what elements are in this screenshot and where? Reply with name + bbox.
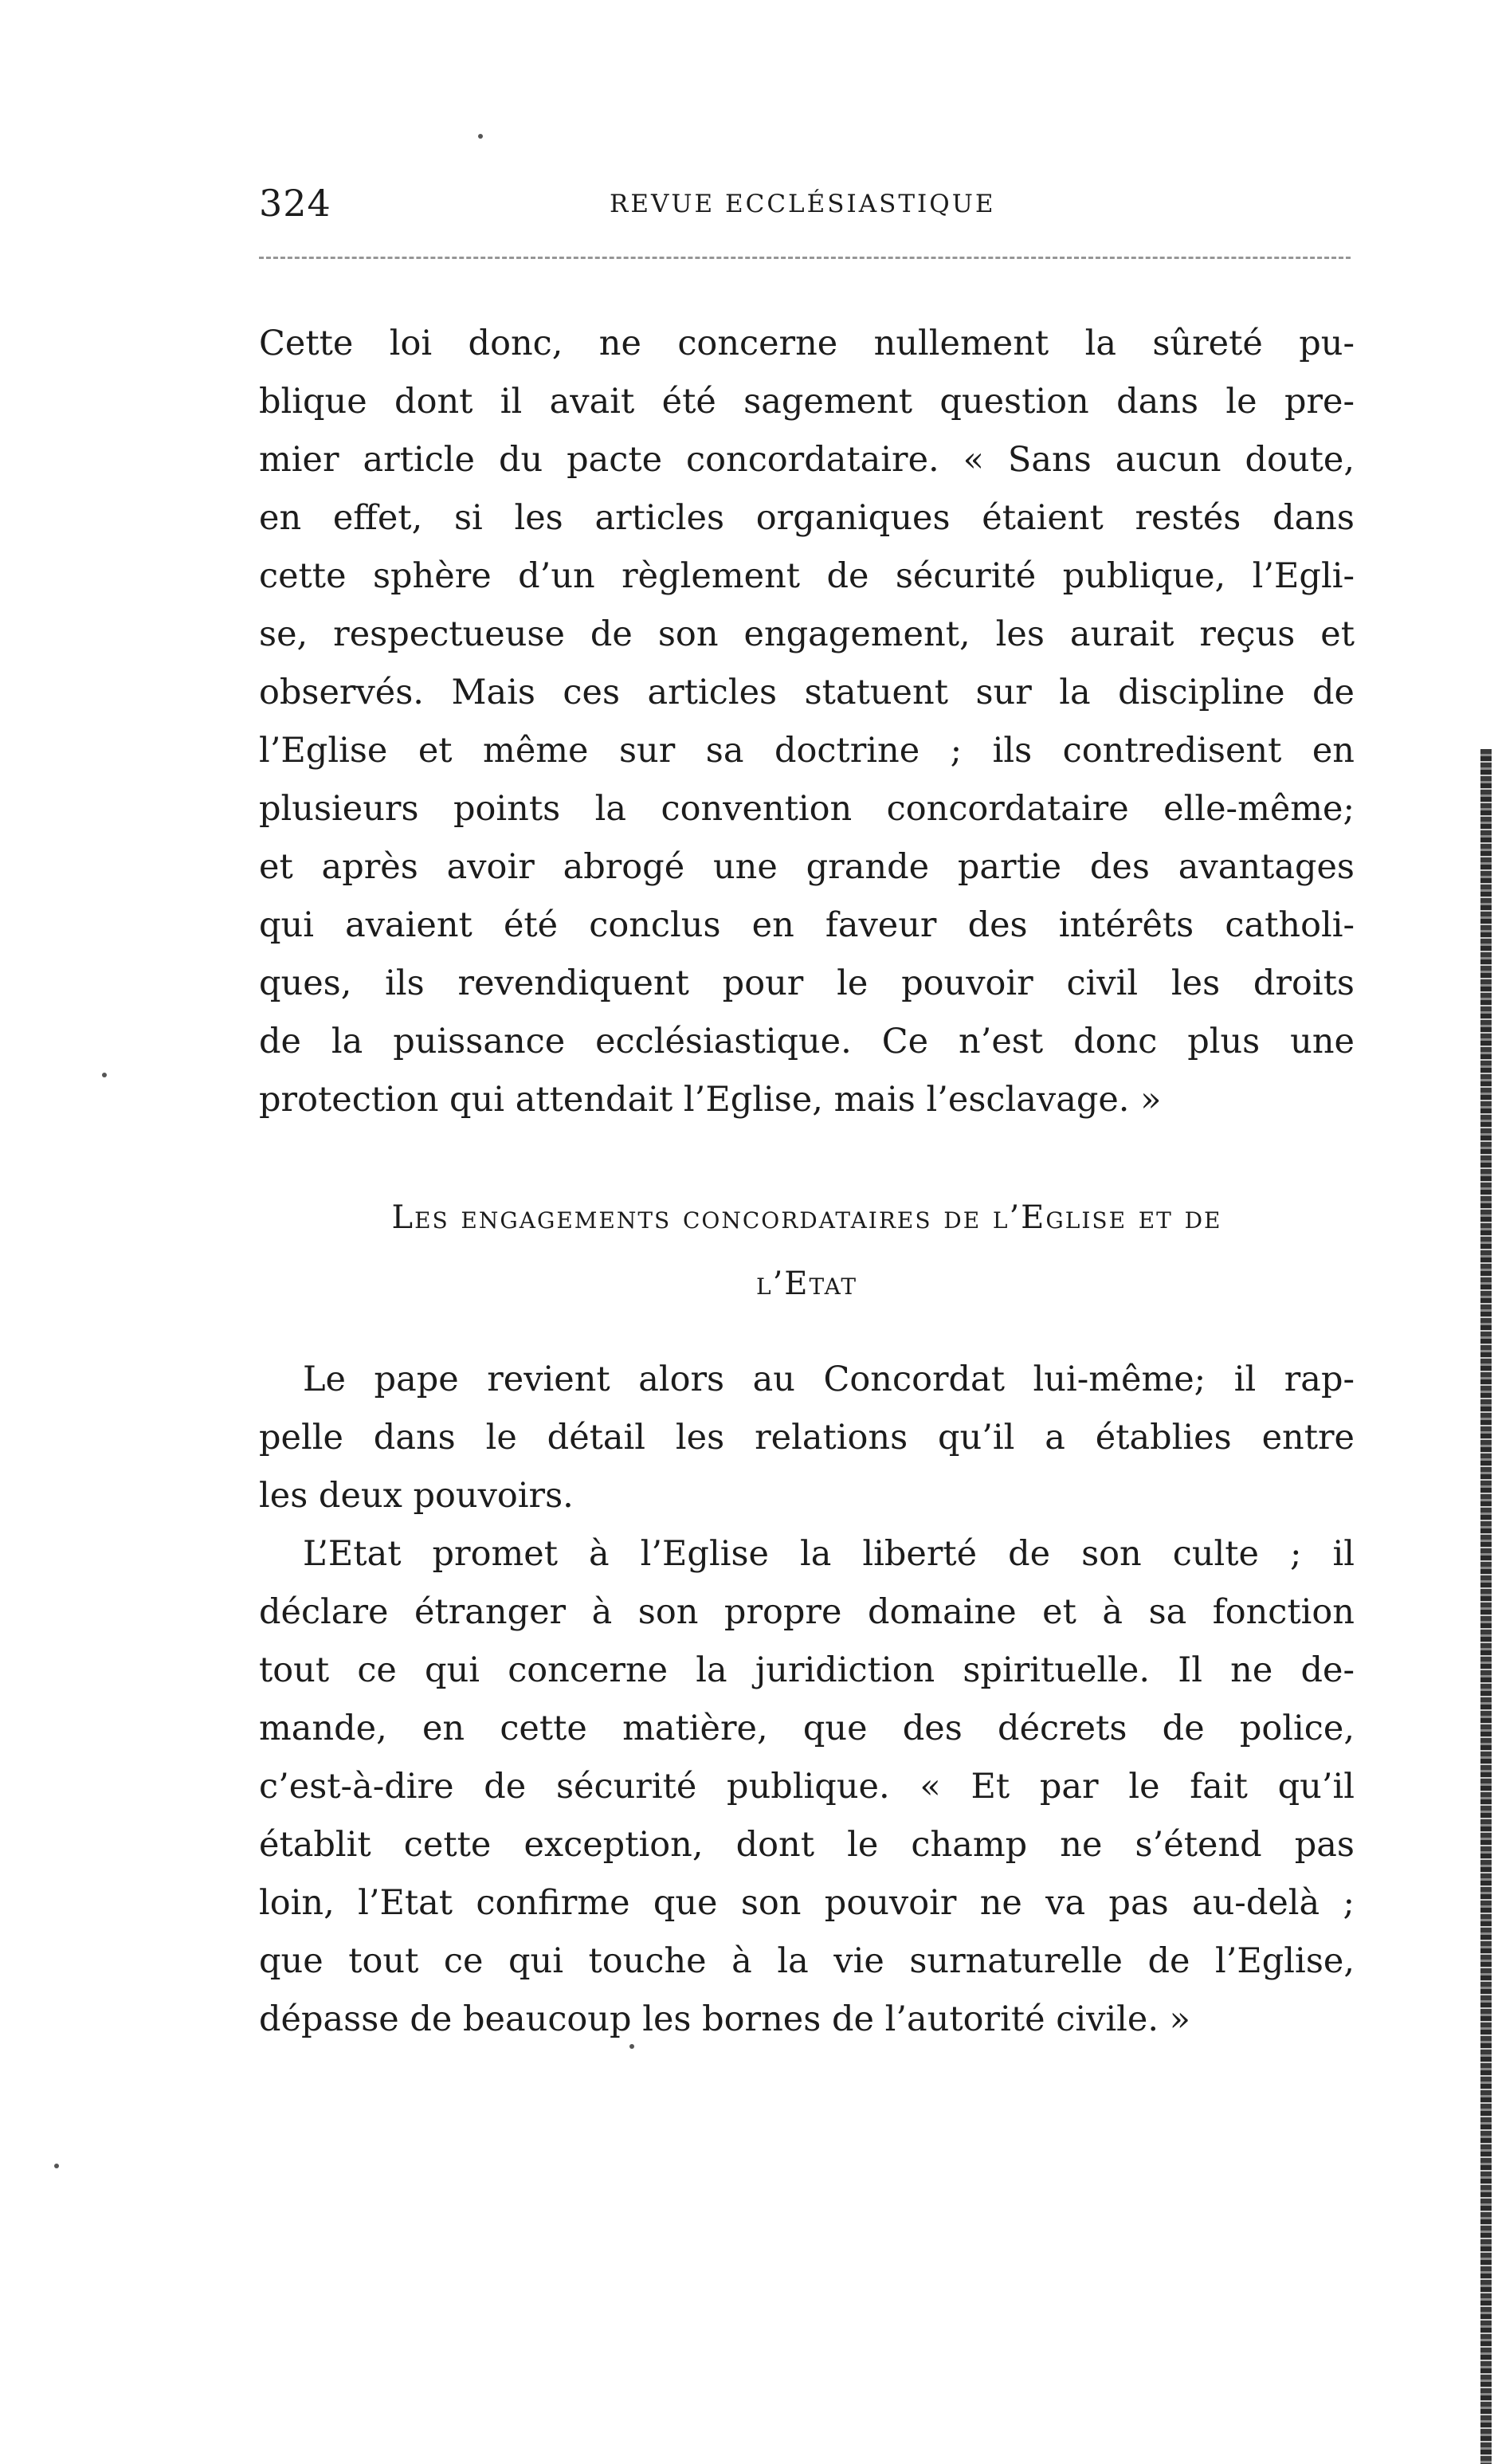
text-line: observés. Mais ces articles statuent sur la discipline de — [259, 673, 1355, 712]
text-line: cette sphère d’un règlement de sécurité publique, l’Egli- — [259, 556, 1355, 596]
text-line: établit cette exception, dont le champ ne s’étend pas — [259, 1825, 1355, 1865]
text-line: mande, en cette matière, que des décrets de police, — [259, 1709, 1355, 1748]
scan-speck — [102, 1073, 107, 1077]
text-line: loin, l’Etat confirme que son pouvoir ne va pas au-delà ; — [259, 1883, 1355, 1923]
text-line: Cette loi donc, ne concerne nullement la sûreté pu- — [259, 324, 1355, 363]
text-line: de la puissance ecclésiastique. Ce n’est donc plus une — [259, 1022, 1355, 1061]
scan-speck — [629, 2044, 634, 2049]
page-edge-shadow — [1480, 749, 1492, 2464]
page-header — [259, 182, 1351, 230]
text-line: Le pape revient alors au Concordat lui-même; il rap- — [303, 1360, 1355, 1399]
text-line: protection qui attendait l’Eglise, mais l’esclavage. » — [259, 1080, 1162, 1120]
text-line: pelle dans le détail les relations qu’il a établies entre — [259, 1418, 1355, 1458]
scan-speck — [54, 2164, 59, 2168]
section-heading — [259, 1199, 1355, 1236]
text-line: en effet, si les articles organiques étaient restés dans — [259, 498, 1355, 538]
text-line: qui avaient été conclus en faveur des intérêts catholi- — [259, 905, 1355, 945]
text-line: mier article du pacte concordataire. « Sans aucun doute, — [259, 440, 1355, 480]
section-heading-line-1: Les engagements concordataires de l’Eglise et de — [391, 1199, 1222, 1236]
scan-speck — [478, 134, 483, 139]
text-line: dépasse de beaucoup les bornes de l’autorité civile. » — [259, 1999, 1190, 2039]
text-line: les deux pouvoirs. — [259, 1476, 574, 1516]
text-line: plusieurs points la convention concordataire elle-même; — [259, 789, 1355, 829]
paragraph-1 — [259, 315, 1355, 1129]
section-heading-continued — [259, 1265, 1355, 1302]
header-rule — [259, 257, 1351, 259]
text-line: blique dont il avait été sagement question dans le pre- — [259, 382, 1355, 422]
text-line: déclare étranger à son propre domaine et à sa fonction — [259, 1592, 1355, 1632]
text-line: L’Etat promet à l’Eglise la liberté de son culte ; il — [303, 1534, 1355, 1574]
text-line: c’est-à-dire de sécurité publique. « Et par le fait qu’il — [259, 1767, 1355, 1807]
text-line: que tout ce qui touche à la vie surnaturelle de l’Eglise, — [259, 1941, 1355, 1981]
text-line: tout ce qui concerne la juridiction spirituelle. Il ne de- — [259, 1650, 1355, 1690]
text-line: et après avoir abrogé une grande partie des avantages — [259, 847, 1355, 887]
text-line: ques, ils revendiquent pour le pouvoir civil les droits — [259, 963, 1355, 1003]
running-title: REVUE ECCLÉSIASTIQUE — [610, 190, 996, 218]
paragraph-2-and-3 — [259, 1351, 1355, 2049]
section-heading-line-2: l’Etat — [755, 1265, 858, 1302]
text-line: se, respectueuse de son engagement, les aurait reçus et — [259, 614, 1355, 654]
text-line: l’Eglise et même sur sa doctrine ; ils contredisent en — [259, 731, 1355, 771]
page-number: 324 — [259, 182, 331, 225]
